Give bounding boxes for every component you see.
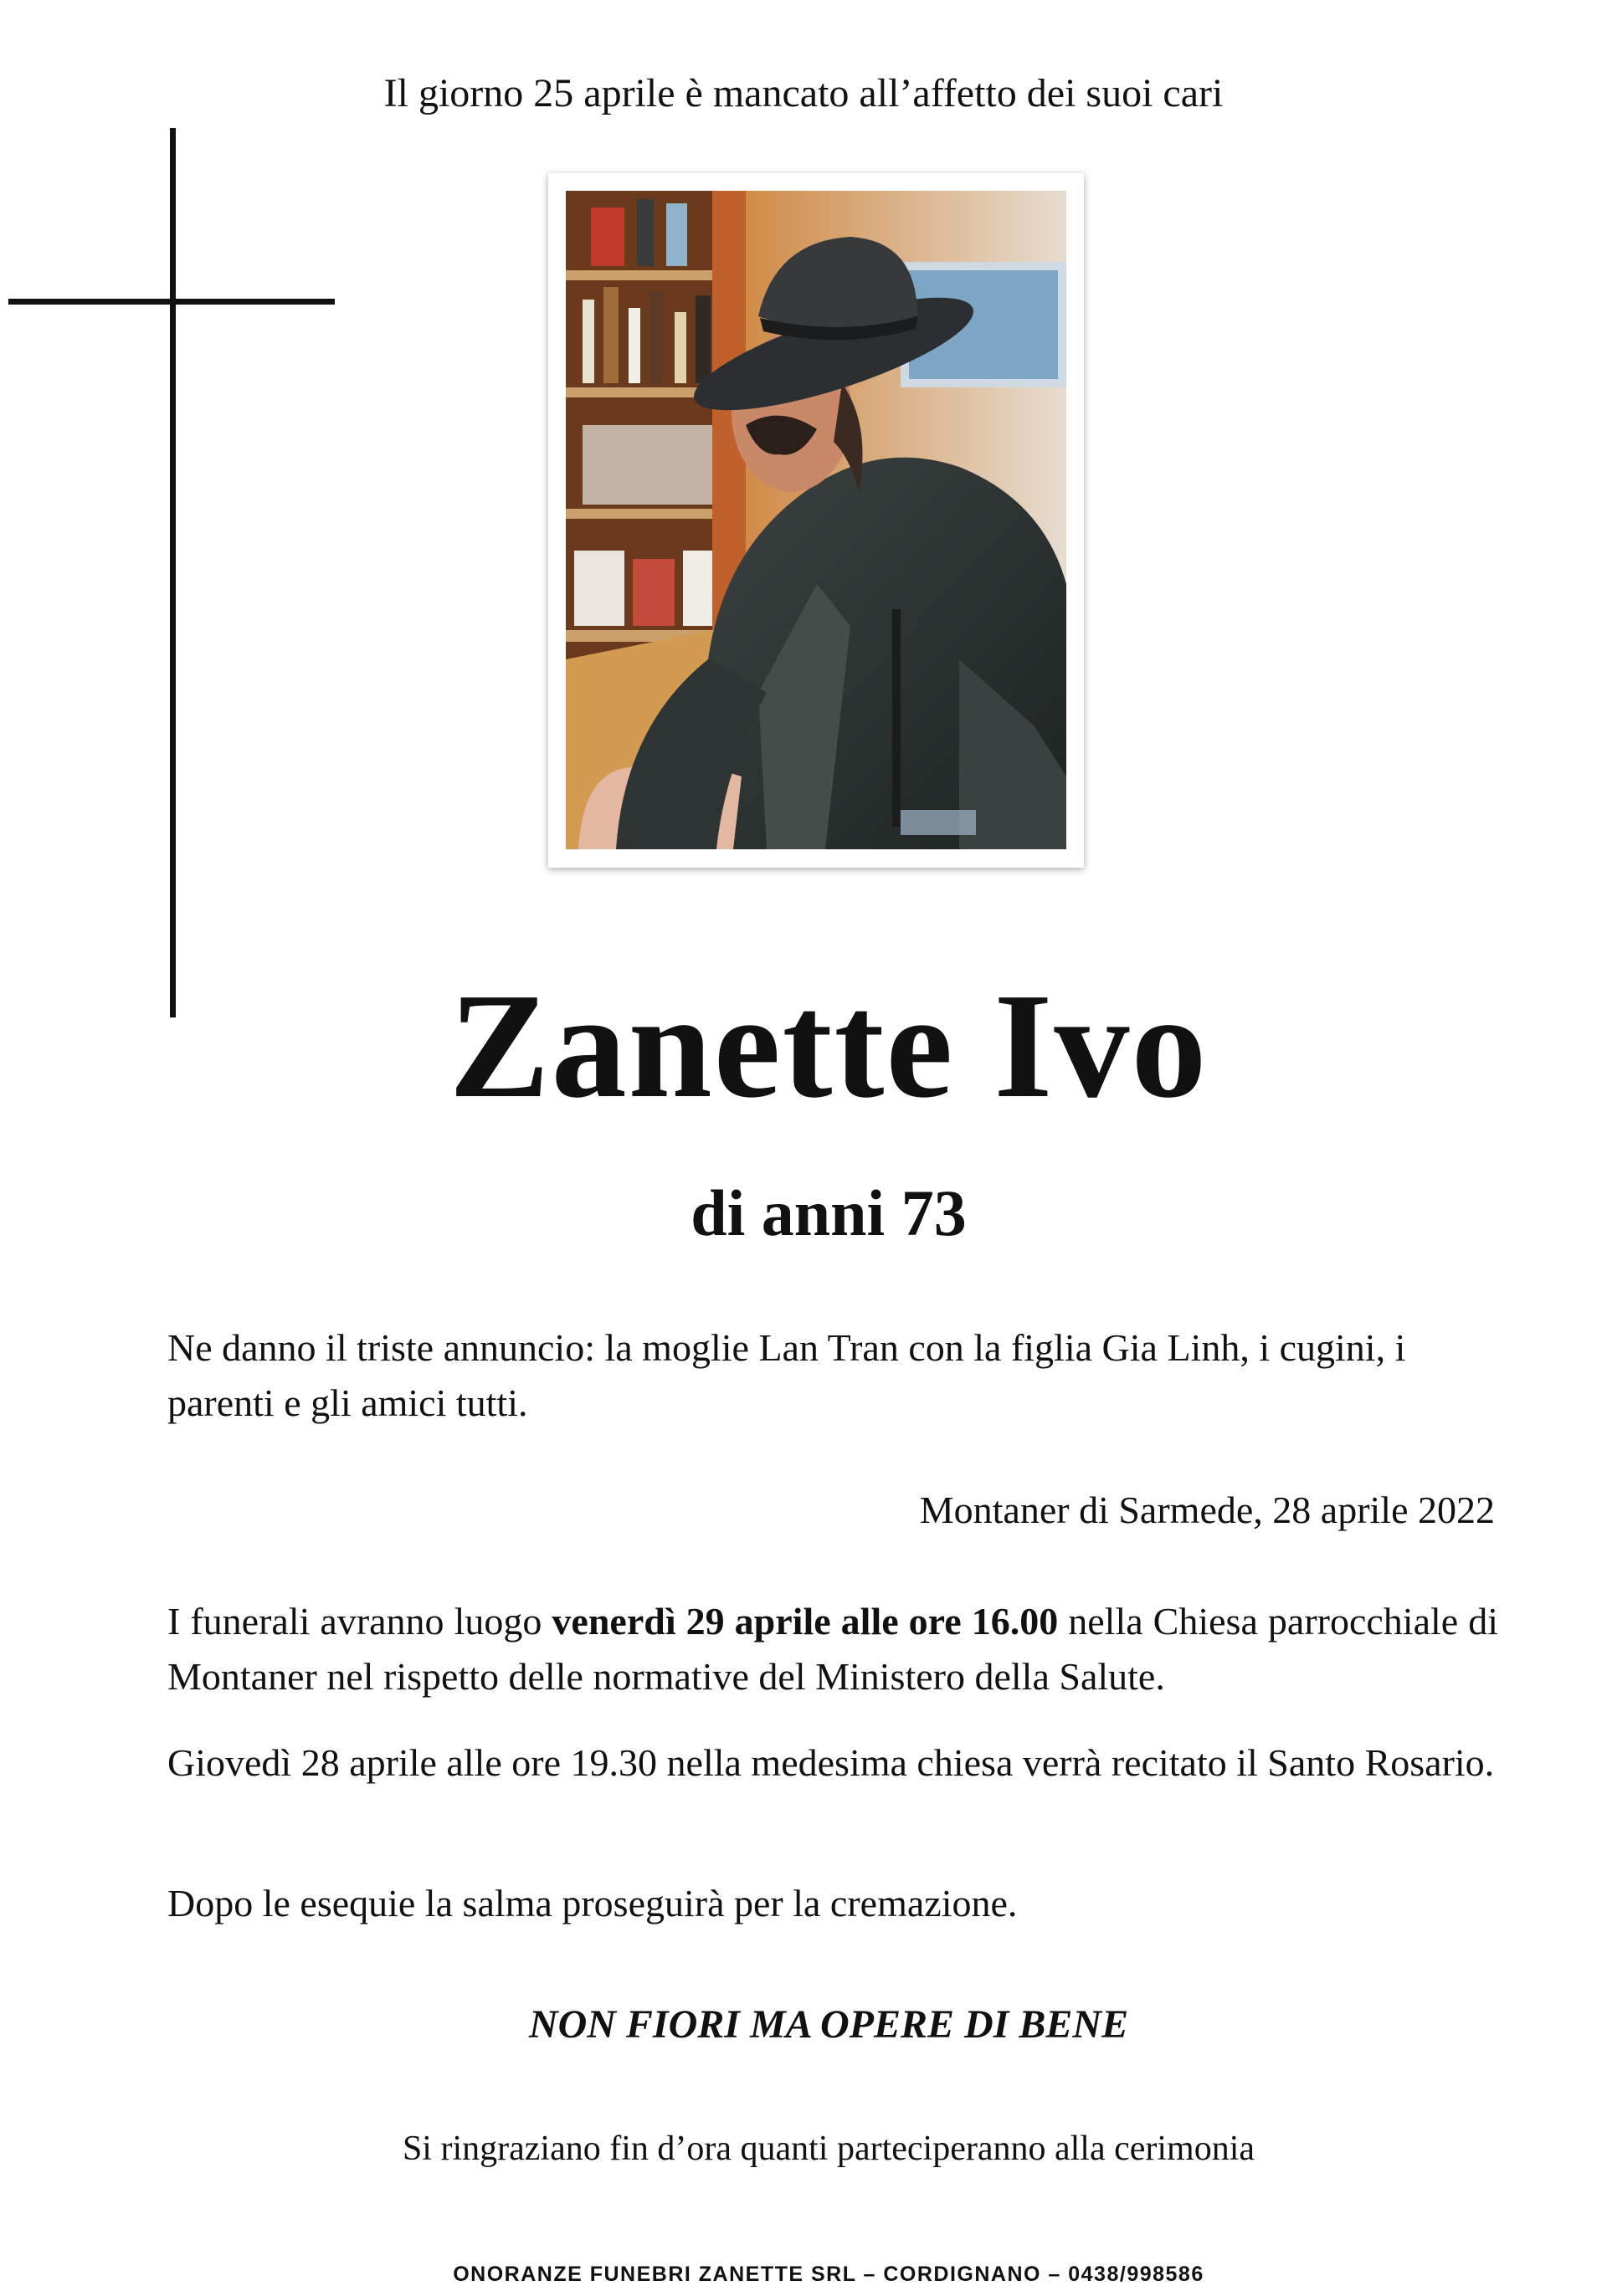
announcement-text: Ne danno il triste annuncio: la moglie Lan Tran con la figlia Gia Linh, i cugini, i parenti e gli amici tutti. — [167, 1326, 1406, 1424]
funeral-text-after: nella Chiesa parrocchiale di Montaner nel rispetto delle normative del Ministero della Salute. — [167, 1600, 1498, 1698]
rosary-text: Giovedì 28 aprile alle ore 19.30 nella medesima chiesa verrà recitato il Santo Rosario. — [167, 1741, 1495, 1784]
funeral-text — [167, 1594, 1498, 1704]
cremation-text: Dopo le esequie la salma proseguirà per la cremazione. — [167, 1882, 1018, 1924]
place-date: Montaner di Sarmede, 28 aprile 2022 — [919, 1489, 1495, 1531]
deceased-age: di anni 73 — [691, 1176, 967, 1249]
portrait-photo-frame — [548, 173, 1084, 868]
motto-text: NON FIORI MA OPERE DI BENE — [528, 2002, 1129, 2047]
portrait-photo — [566, 191, 1066, 849]
funeral-date-time: venerdì 29 aprile alle ore 16.00 — [552, 1600, 1059, 1643]
cross-icon-bar — [8, 299, 335, 305]
funeral-home-footer: ONORANZE FUNEBRI ZANETTE SRL – CORDIGNANO – 0438/998586 — [453, 2263, 1204, 2286]
cross-icon — [170, 128, 176, 1017]
deceased-name: Zanette Ivo — [449, 962, 1209, 1129]
thanks-text: Si ringraziano fin d’ora quanti parteciperanno alla cerimonia — [402, 2129, 1255, 2168]
funeral-text-before: I funerali avranno luogo — [167, 1600, 542, 1643]
intro-text: Il giorno 25 aprile è mancato all’affetto dei suoi cari — [383, 71, 1224, 115]
